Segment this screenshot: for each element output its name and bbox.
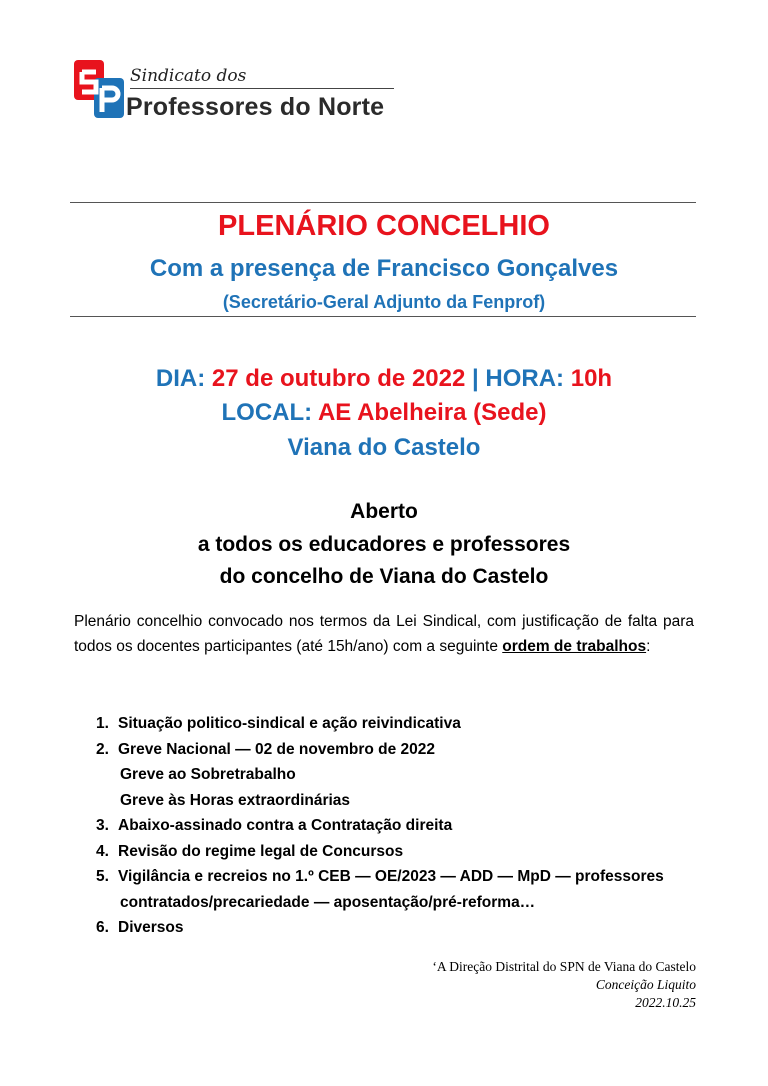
logo-divider (130, 88, 394, 89)
spn-logo-mark (74, 58, 126, 120)
agenda-list (96, 711, 664, 941)
signature-org: ‘A Direção Distrital do SPN de Viana do Castelo (432, 959, 696, 974)
logo-text-line1: Sindicato dos (130, 66, 247, 86)
agenda-item: 1. Situação politico-sindical e ação reivindicativa (96, 715, 461, 732)
location-label: LOCAL: (221, 399, 313, 426)
agenda-subitem: Greve às Horas extraordinárias (120, 791, 351, 809)
audience-line3: do concelho de Viana do Castelo (219, 565, 549, 588)
day-label: DIA: (155, 365, 206, 392)
time-label: HORA: (485, 365, 565, 392)
agenda-item: 6. Diversos (96, 919, 184, 936)
sindicato-logo (74, 58, 404, 130)
agenda-item: 2. Greve Nacional — 02 de novembro de 2022 (96, 740, 436, 758)
audience-line1: Aberto (350, 500, 418, 523)
ordem-de-trabalhos: ordem de trabalhos (502, 638, 647, 655)
page-title: PLENÁRIO CONCELHIO (218, 210, 550, 242)
top-divider (70, 202, 696, 203)
time-value: 10h (570, 365, 613, 392)
date-time-line (0, 365, 768, 393)
bottom-divider (70, 316, 696, 317)
guest-line: Com a presença de Francisco Gonçalves (149, 255, 619, 282)
agenda-item: 3. Abaixo-assinado contra a Contratação direita (96, 817, 453, 834)
agenda-subitem: contratados/precariedade — aposentação/pré-reforma… (120, 893, 536, 911)
signature-block (432, 958, 696, 1012)
audience-line2: a todos os educadores e professores (197, 533, 571, 556)
city: Viana do Castelo (287, 434, 481, 461)
location-value: AE Abelheira (Sede) (317, 399, 547, 426)
location-line (0, 399, 768, 427)
intro-suffix: : (646, 638, 651, 655)
guest-role: (Secretário-Geral Adjunto da Fenprof) (222, 292, 546, 312)
agenda-item: 5. Vigilância e recreios no 1.º CEB — OE/2023 — ADD — MpD — professores (96, 868, 664, 885)
intro-text: Plenário concelhio convocado nos termos da Lei Sindical, com justificação de falta para todos os docentes participantes (até 15h/ano) com a seguinte (74, 613, 694, 655)
logo-text-line2: Professores do Norte (126, 93, 385, 121)
separator: | (472, 365, 479, 392)
agenda-item: 4. Revisão do regime legal de Concursos (96, 842, 404, 860)
agenda-subitem: Greve ao Sobretrabalho (120, 766, 296, 783)
intro-paragraph (74, 609, 694, 659)
signature-date: 2022.10.25 (635, 995, 696, 1010)
signature-name: Conceição Liquito (595, 977, 696, 992)
day-value: 27 de outubro de 2022 (211, 365, 466, 392)
